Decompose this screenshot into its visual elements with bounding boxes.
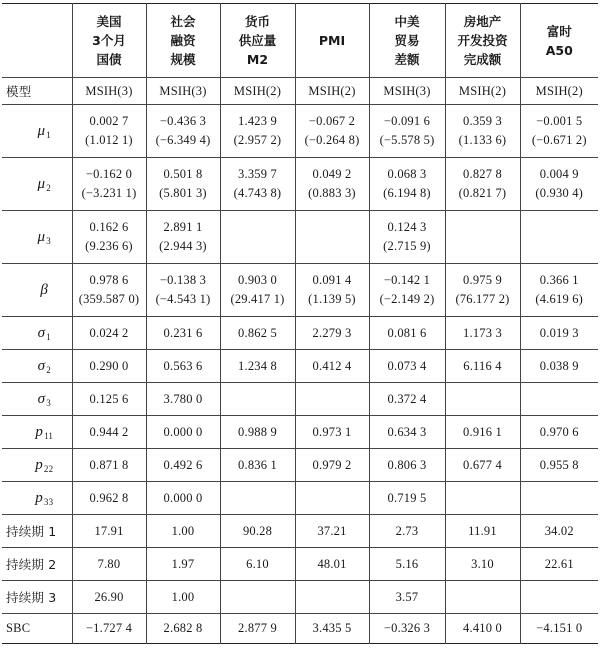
param-symbol [2,350,72,383]
estimate-value: 0.975 9 [463,273,502,287]
duration-row [2,515,598,548]
t-statistic: (9.236 6) [85,239,133,253]
estimate-value: 0.049 2 [312,167,352,181]
stat-cell: 0.970 6 [520,416,598,449]
column-header [220,4,295,78]
param-symbol [2,449,72,482]
param-cell [520,105,598,158]
param-symbol [2,105,72,158]
estimate-value: 0.068 3 [387,167,427,181]
t-statistic: (−6.349 4) [155,133,211,147]
model-cell: MSIH(2) [445,78,520,105]
estimate-value: 1.423 9 [238,114,277,128]
param-row [2,211,598,264]
param-symbol-letter: μ [37,228,46,245]
param-row [2,264,598,317]
stat-cell: 0.634 3 [369,416,445,449]
param-subscript: 11 [44,430,54,441]
stat-cell: 0.492 6 [146,449,220,482]
sbc-cell: 2.682 8 [146,614,220,644]
t-statistic: (−0.264 8) [304,133,360,147]
duration-cell: 22.61 [520,548,598,581]
param-symbol [2,211,72,264]
estimate-value: 0.002 7 [89,114,129,128]
param-cell [295,211,369,264]
param-cell [520,211,598,264]
param-subscript: 22 [43,463,54,474]
sbc-cell: −0.326 3 [369,614,445,644]
duration-cell: 34.02 [520,515,598,548]
param-cell [445,158,520,211]
param-subscript: 33 [43,496,54,507]
param-cell [220,264,295,317]
param-subscript: 2 [46,364,51,375]
stat-cell: 0.871 8 [72,449,146,482]
column-header-line: 国债 [96,52,122,67]
column-header-line: M2 [246,52,269,67]
param-symbol-letter: p [35,423,44,440]
model-cell: MSIH(2) [295,78,369,105]
column-header [520,4,598,78]
t-statistic: (−5.578 5) [379,133,435,147]
column-header [295,4,369,78]
estimate-value: 0.501 8 [163,167,203,181]
estimate-value: −0.091 6 [383,114,431,128]
estimate-value: −0.142 1 [383,273,431,287]
param-cell [295,158,369,211]
t-statistic: (0.883 3) [308,186,356,200]
column-header-line: 完成额 [463,52,502,67]
sbc-cell: −4.151 0 [520,614,598,644]
duration-cell: 17.91 [72,515,146,548]
param-cell [146,211,220,264]
param-cell [72,211,146,264]
column-header-line: 融资 [170,33,196,48]
row-label: 持续期 3 [2,581,72,614]
column-header-line: 开发投资 [457,33,508,48]
sbc-cell: 2.877 9 [220,614,295,644]
estimate-value: 0.091 4 [312,273,352,287]
column-header-line: 货币 [244,14,270,29]
t-statistic: (2.944 3) [159,239,207,253]
param-cell [220,105,295,158]
duration-cell: 5.16 [369,548,445,581]
stat-cell [520,383,598,416]
t-statistic: (6.194 8) [383,186,431,200]
param-cell [369,158,445,211]
stat-cell: 0.073 4 [369,350,445,383]
stat-cell: 0.979 2 [295,449,369,482]
row-label: SBC [2,614,72,644]
duration-cell: 48.01 [295,548,369,581]
stat-cell: 0.988 9 [220,416,295,449]
model-cell: MSIH(3) [72,78,146,105]
t-statistic: (−3.231 1) [81,186,137,200]
stat-cell: 0.081 6 [369,317,445,350]
stat-cell: 0.038 9 [520,350,598,383]
estimate-value: −0.138 3 [159,273,207,287]
stat-cell: 0.024 2 [72,317,146,350]
column-header [146,4,220,78]
stat-cell [445,383,520,416]
param-symbol-letter: μ [37,122,46,139]
param-cell [220,211,295,264]
param-cell [72,158,146,211]
stat-cell: 0.806 3 [369,449,445,482]
param-subscript: 1 [46,129,51,140]
param-cell [445,264,520,317]
model-cell: MSIH(2) [520,78,598,105]
column-header-line: 美国 [96,14,122,29]
param-subscript: 3 [46,397,51,408]
stat-cell: 0.372 4 [369,383,445,416]
row-label: 持续期 1 [2,515,72,548]
param-symbol [2,158,72,211]
duration-cell: 3.57 [369,581,445,614]
estimate-value: 0.903 0 [238,273,277,287]
column-header [72,4,146,78]
duration-cell: 11.91 [445,515,520,548]
column-header-line: A50 [545,42,573,58]
duration-cell: 1.00 [146,581,220,614]
column-header [369,4,445,78]
column-header-line: 贸易 [394,33,420,48]
stat-cell: 0.000 0 [146,416,220,449]
stat-cell: 0.916 1 [445,416,520,449]
estimate-value: 0.124 3 [387,220,427,234]
column-header-line: 供应量 [238,33,277,48]
param-cell [520,158,598,211]
stat-cell [445,482,520,515]
param-symbol [2,482,72,515]
param-symbol [2,264,72,317]
param-cell [146,158,220,211]
stat-cell: 0.944 2 [72,416,146,449]
duration-cell [445,581,520,614]
stat-cell: 0.862 5 [220,317,295,350]
t-statistic: (4.743 8) [233,186,282,200]
duration-cell: 6.10 [220,548,295,581]
duration-cell: 37.21 [295,515,369,548]
duration-cell: 2.73 [369,515,445,548]
stat-cell: 0.962 8 [72,482,146,515]
stat-cell [220,383,295,416]
stat-cell: 0.290 0 [72,350,146,383]
t-statistic: (−0.671 2) [531,133,587,147]
t-statistic: (−2.149 2) [379,292,435,306]
duration-cell: 1.97 [146,548,220,581]
t-statistic: (4.619 6) [535,292,584,306]
stat-row [2,416,598,449]
estimate-value: 0.827 8 [463,167,502,181]
param-cell [146,105,220,158]
model-cell: MSIH(3) [369,78,445,105]
estimate-value: −0.436 3 [159,114,207,128]
param-symbol-letter: μ [37,175,46,192]
model-cell: MSIH(2) [220,78,295,105]
t-statistic: (76.177 2) [455,292,510,306]
param-subscript: 3 [46,235,51,246]
stat-cell [295,482,369,515]
column-header-line: 差额 [394,52,420,67]
column-header-line: 3个月 [92,33,126,48]
estimate-value: −0.001 5 [536,114,583,128]
table-body [2,78,598,644]
param-cell [295,264,369,317]
column-header-line: PMI [318,33,346,48]
duration-cell: 90.28 [220,515,295,548]
param-symbol-letter: σ [37,390,46,407]
estimate-value: −0.067 2 [308,114,356,128]
column-header-line: 规模 [170,52,196,67]
t-statistic: (0.821 7) [458,186,507,200]
t-statistic: (5.801 3) [159,186,207,200]
duration-row [2,548,598,581]
stat-cell [520,482,598,515]
stat-row [2,449,598,482]
t-statistic: (0.930 4) [535,186,584,200]
param-cell [445,211,520,264]
estimate-value: 0.162 6 [89,220,129,234]
sbc-cell: 3.435 5 [295,614,369,644]
column-header-line: 房地产 [463,14,502,29]
stat-cell: 0.836 1 [220,449,295,482]
stat-cell: 0.125 6 [72,383,146,416]
stat-cell: 0.677 4 [445,449,520,482]
param-symbol [2,416,72,449]
estimate-value: −0.162 0 [85,167,133,181]
column-header-line: 社会 [170,14,196,29]
param-row [2,158,598,211]
model-row [2,78,598,105]
stat-cell: 0.973 1 [295,416,369,449]
param-subscript: 2 [46,182,51,193]
row-label: 模型 [2,78,72,105]
param-cell [369,264,445,317]
stat-cell: 3.780 0 [146,383,220,416]
param-row [2,105,598,158]
stat-cell [220,482,295,515]
param-cell [146,264,220,317]
param-symbol [2,383,72,416]
stat-cell: 0.955 8 [520,449,598,482]
stat-cell: 0.019 3 [520,317,598,350]
t-statistic: (1.133 6) [458,133,507,147]
param-cell [520,264,598,317]
sbc-row [2,614,598,644]
stat-cell: 1.234 8 [220,350,295,383]
estimate-value: 0.004 9 [539,167,579,181]
t-statistic: (359.587 0) [78,292,140,306]
param-subscript: 1 [46,331,51,342]
param-symbol-letter: σ [37,357,46,374]
header-corner [2,4,72,78]
duration-cell [220,581,295,614]
model-cell: MSIH(3) [146,78,220,105]
t-statistic: (2.957 2) [233,133,282,147]
estimate-value: 2.891 1 [163,220,203,234]
duration-cell: 7.80 [72,548,146,581]
t-statistic: (1.012 1) [85,133,133,147]
t-statistic: (1.139 5) [308,292,356,306]
estimate-value: 3.359 7 [238,167,277,181]
stat-cell: 0.563 6 [146,350,220,383]
stat-cell: 2.279 3 [295,317,369,350]
row-label: 持续期 2 [2,548,72,581]
param-cell [220,158,295,211]
stat-cell: 0.000 0 [146,482,220,515]
param-symbol-letter: p [35,489,43,506]
param-cell [369,105,445,158]
param-cell [445,105,520,158]
param-symbol-letter: p [35,456,43,473]
t-statistic: (29.417 1) [230,292,285,306]
stat-cell: 1.173 3 [445,317,520,350]
duration-cell [520,581,598,614]
msih-parameter-table [2,3,598,644]
stat-cell: 6.116 4 [445,350,520,383]
stat-cell [295,383,369,416]
sbc-cell: 4.410 0 [445,614,520,644]
param-symbol-letter: σ [37,324,46,341]
duration-cell: 26.90 [72,581,146,614]
t-statistic: (2.715 9) [383,239,431,253]
column-header [445,4,520,78]
header-row [2,4,598,78]
t-statistic: (−4.543 1) [155,292,211,306]
sbc-cell: −1.727 4 [72,614,146,644]
stat-cell: 0.412 4 [295,350,369,383]
column-header-line: 中美 [394,14,420,29]
param-symbol [2,317,72,350]
param-cell [72,264,146,317]
param-cell [295,105,369,158]
param-symbol-letter: β [40,281,49,298]
duration-cell: 3.10 [445,548,520,581]
column-header-line: 富时 [546,23,572,39]
stat-cell: 0.231 6 [146,317,220,350]
stat-cell: 0.719 5 [369,482,445,515]
duration-cell: 1.00 [146,515,220,548]
duration-row [2,581,598,614]
stat-row [2,482,598,515]
estimate-value: 0.359 3 [463,114,502,128]
estimate-value: 0.366 1 [539,273,579,287]
duration-cell [295,581,369,614]
param-cell [72,105,146,158]
stat-row [2,383,598,416]
param-cell [369,211,445,264]
stat-row [2,350,598,383]
stat-row [2,317,598,350]
estimate-value: 0.978 6 [89,273,129,287]
